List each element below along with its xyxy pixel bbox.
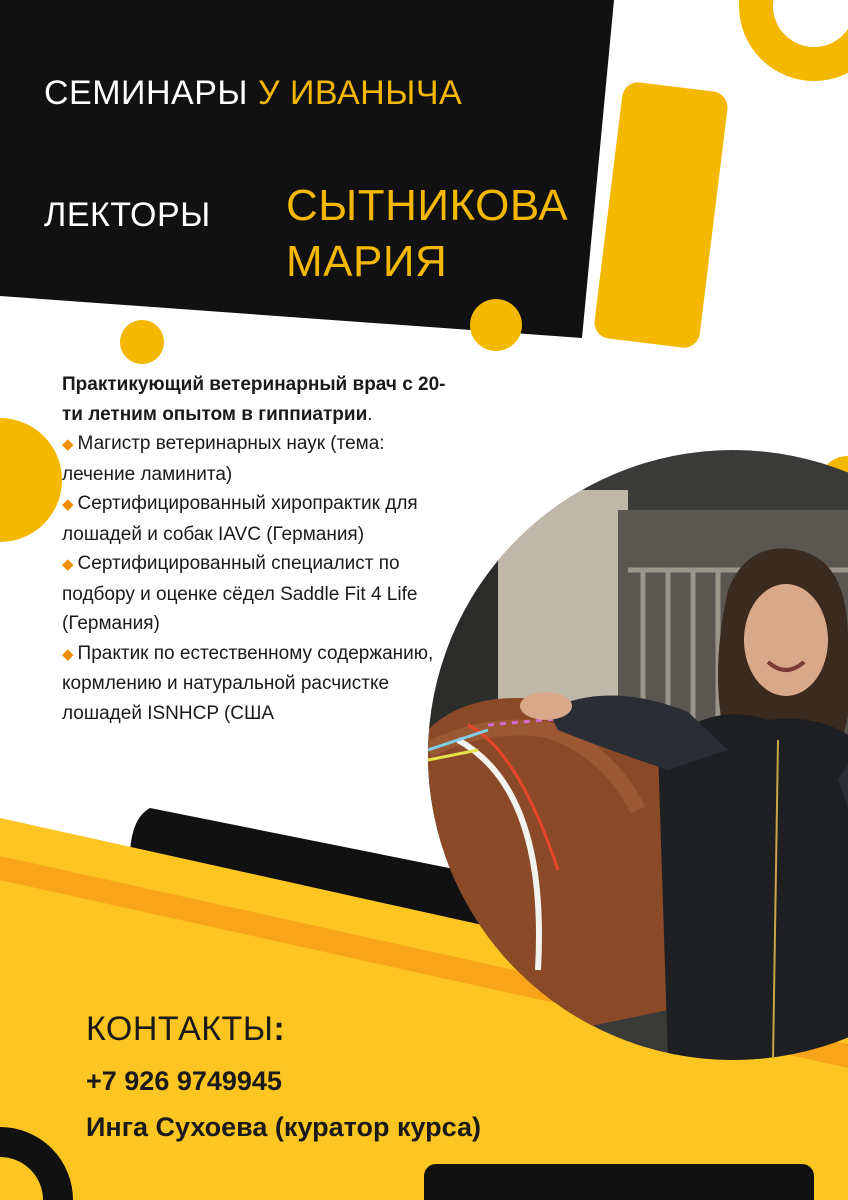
yellow-ring-top-right: [756, 0, 848, 64]
yellow-tilted-rect: [593, 81, 730, 350]
diamond-bullet-icon: ◆: [62, 556, 74, 573]
lecturer-name-block: [286, 178, 568, 290]
seminar-title: [44, 74, 462, 113]
contacts-title: КОНТАКТЫ: [86, 1010, 274, 1048]
bio-bullet-text: Практик по естественному содержанию, кормлению и натуральной расчистке лошадей ISNHCP (США: [62, 642, 434, 724]
bio-intro-end: .: [367, 403, 373, 425]
yellow-dot-banner: [470, 299, 522, 351]
bio-bullet-text: Сертифицированный хиропрактик для лошадей и собак IAVC (Германия): [62, 493, 418, 545]
bio-bullet-text: Сертифицированный специалист по подбору и оценке сёдел Saddle Fit 4 Life (Германия): [62, 553, 418, 634]
diamond-bullet-icon: ◆: [62, 496, 74, 513]
diamond-bullet-icon: ◆: [62, 436, 74, 453]
contacts-heading: [86, 1010, 285, 1049]
yellow-dot-small: [120, 320, 164, 364]
yellow-half-circle-left: [0, 418, 62, 542]
lecturer-name: МАРИЯ: [286, 237, 448, 286]
seminars-label: СЕМИНАРЫ: [44, 74, 248, 112]
bio-intro: Практикующий ветеринарный врач с 20-ти летним опытом в гиппиатрии: [62, 374, 446, 425]
diamond-bullet-icon: ◆: [62, 645, 74, 663]
lecturer-bio: [62, 370, 462, 728]
black-rect-bottom-right: [424, 1164, 814, 1200]
bio-bullet-item: [62, 429, 462, 489]
bio-bullet-item: [62, 639, 462, 729]
contact-curator: Инга Сухоева (куратор курса): [86, 1112, 481, 1142]
bio-bullet-text: Магистр ветеринарных наук (тема: лечение ламинита): [62, 433, 385, 485]
bio-bullet-item: [62, 549, 462, 639]
contacts-title-colon: :: [273, 1010, 286, 1048]
contact-phone[interactable]: +7 926 9749945: [86, 1066, 282, 1096]
bio-intro-line: [62, 370, 462, 429]
bio-bullet-item: [62, 489, 462, 549]
seminars-name: У ИВАНЫЧА: [257, 74, 463, 112]
lecturers-label: ЛЕКТОРЫ: [44, 196, 211, 234]
lecturer-surname: СЫТНИКОВА: [286, 181, 569, 230]
